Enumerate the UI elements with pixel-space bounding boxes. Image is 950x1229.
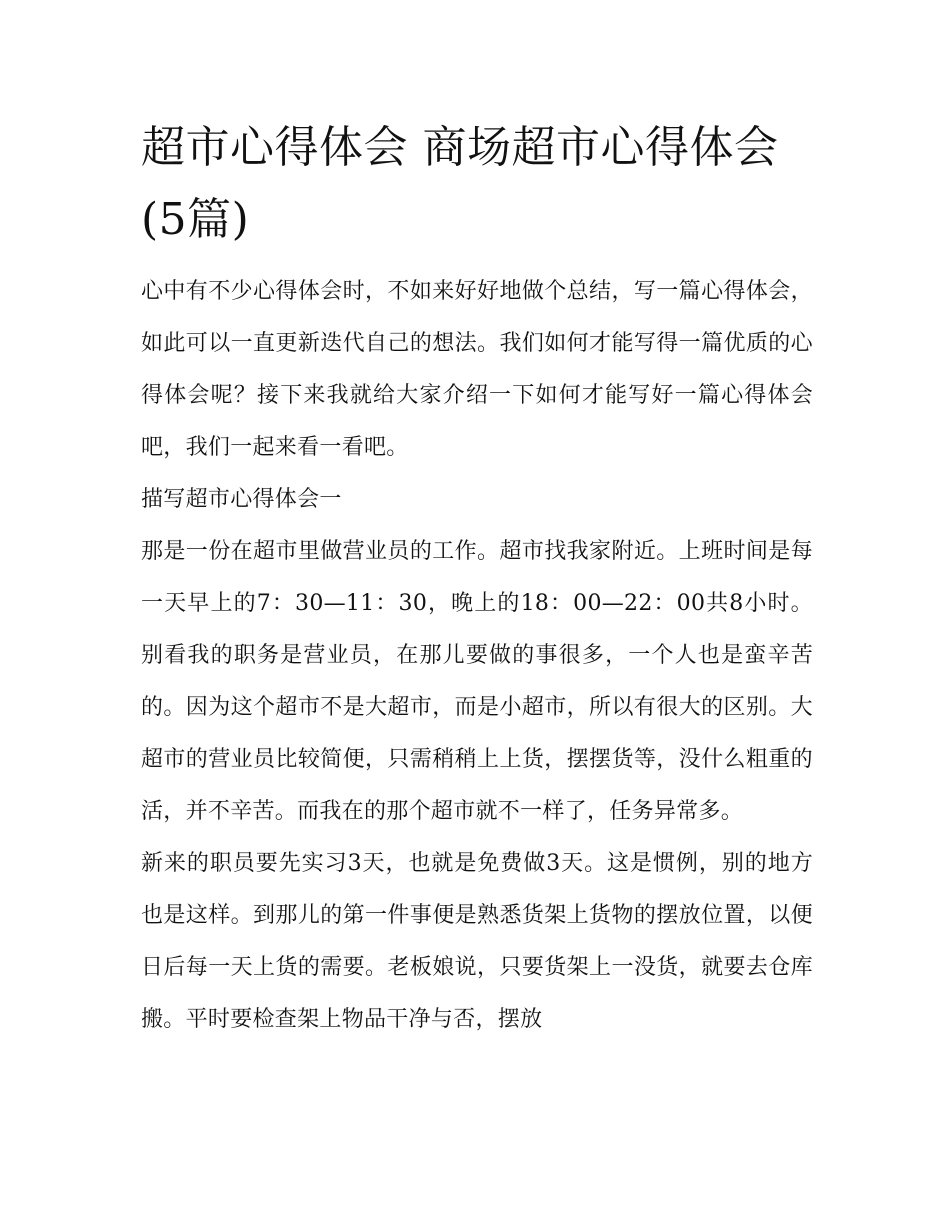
document-page xyxy=(141,112,813,1046)
body-paragraph-2: 新来的职员要先实习3天，也就是免费做3天。这是惯例，别的地方也是这样。到那儿的第一件事便是熟悉货架上货物的摆放位置，以便日后每一天上货的需要。老板娘说，只要货架上一没货，就要去仓库搬。平时要检查架上物品干净与否，摆放 xyxy=(141,851,813,1032)
body-paragraph-1: 那是一份在超市里做营业员的工作。超市找我家附近。上班时间是每一天早上的7：30—11：30，晚上的18：00—22：00共8小时。别看我的职务是营业员，在那儿要做的事很多，一个人也是蛮辛苦的。因为这个超市不是大超市，而是小超市，所以有很大的区别。大超市的营业员比较简便，只需稍稍上上货，摆摆货等，没什么粗重的活，并不辛苦。而我在的那个超市就不一样了，任务异常多。 xyxy=(141,539,813,824)
section-heading: 描写超市心得体会一 xyxy=(141,487,342,512)
intro-paragraph: 心中有不少心得体会时，不如来好好地做个总结，写一篇心得体会，如此可以一直更新迭代自己的想法。我们如何才能写得一篇优质的心得体会呢？接下来我就给大家介绍一下如何才能写好一篇心得体会吧，我们一起来看一看吧。 xyxy=(141,279,813,460)
document-title: 超市心得体会 商场超市心得体会(5篇) xyxy=(141,122,779,245)
